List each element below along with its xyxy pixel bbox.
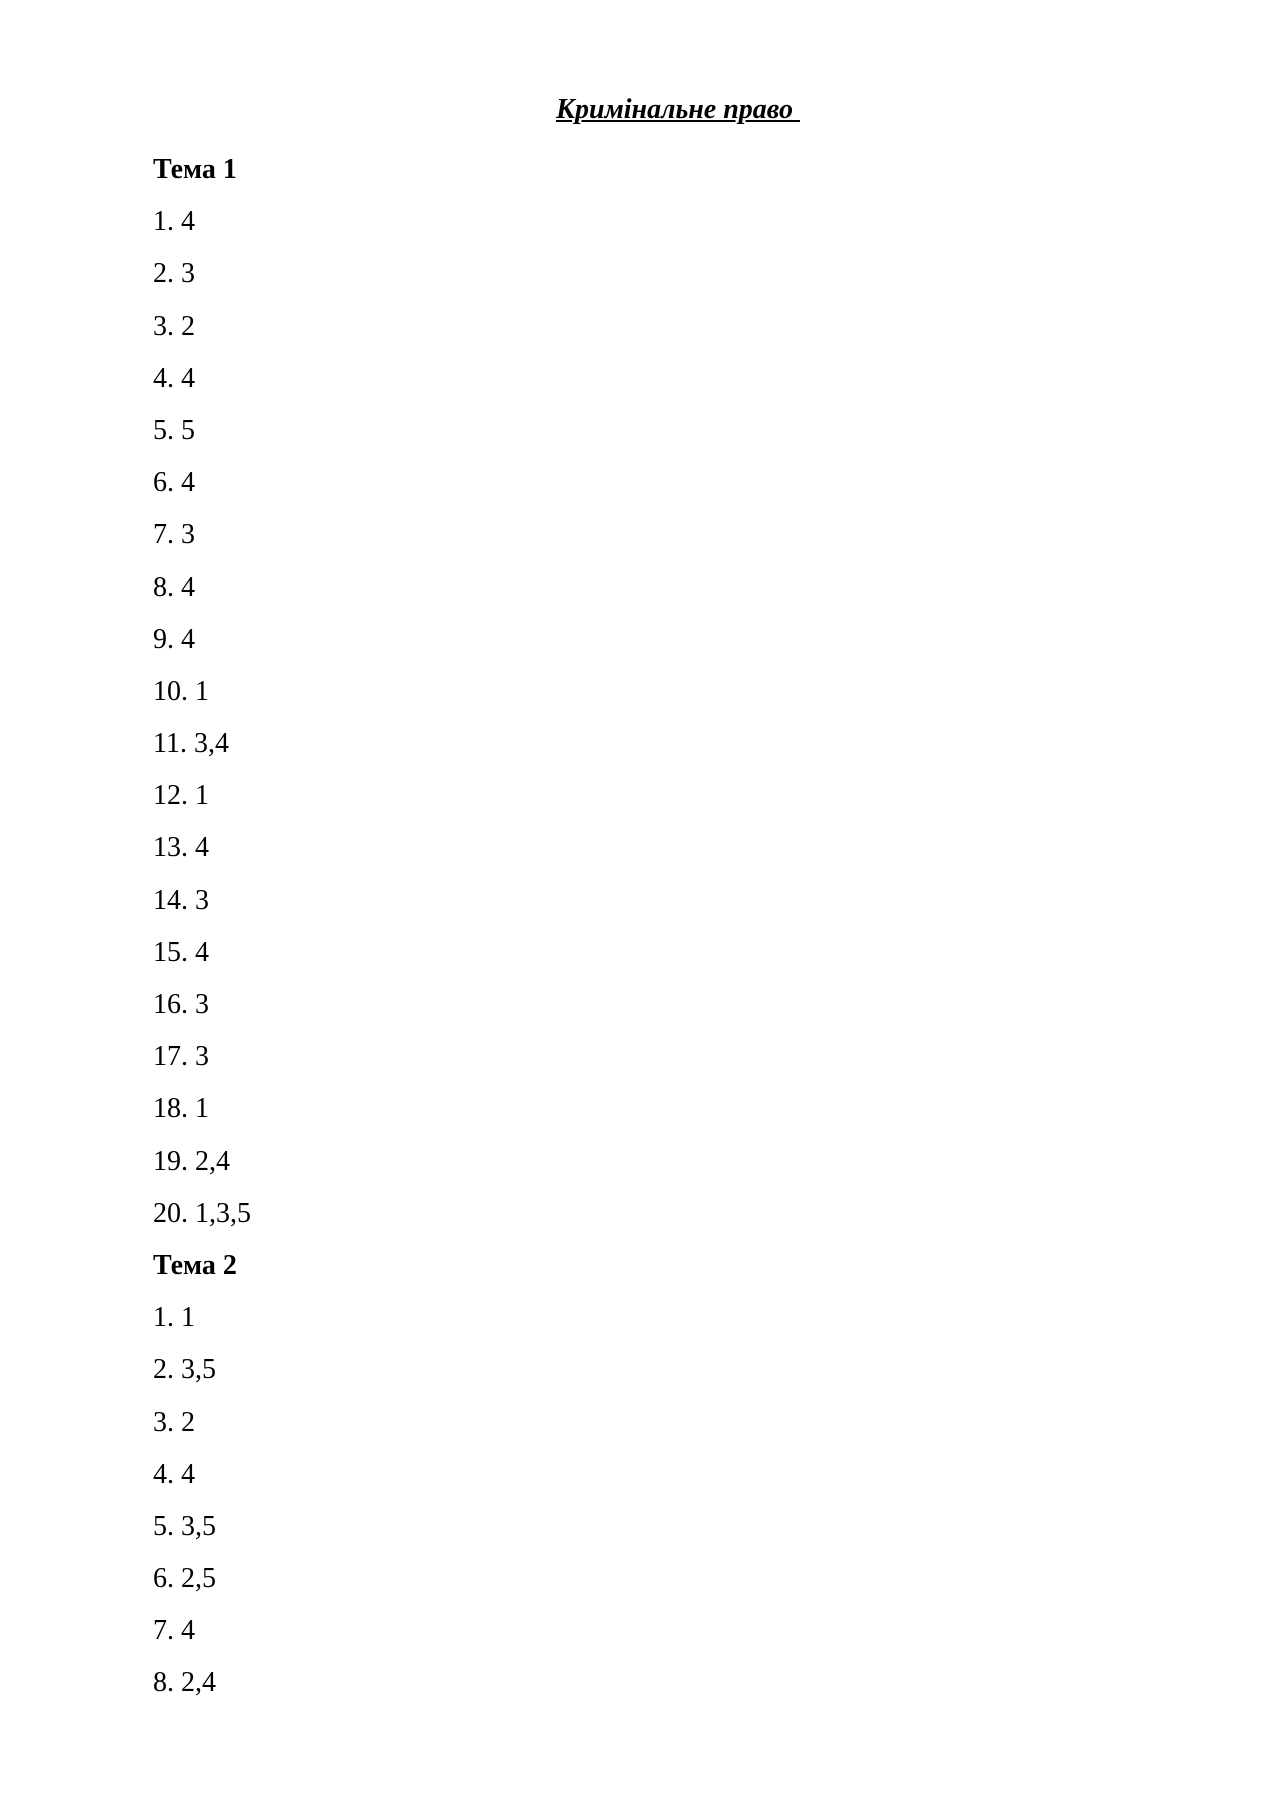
answer-item: 2. 3 <box>153 258 195 290</box>
answer-item: 8. 2,4 <box>153 1667 216 1699</box>
answer-item: 13. 4 <box>153 832 209 864</box>
answer-item: 1. 1 <box>153 1302 195 1334</box>
answer-item: 16. 3 <box>153 989 209 1020</box>
answer-item: 5. 5 <box>153 414 195 446</box>
answer-item: 6. 2,5 <box>153 1563 216 1595</box>
answer-item: 3. 2 <box>153 1406 195 1438</box>
answer-item: 17. 3 <box>153 1041 209 1073</box>
answer-item: 4. 4 <box>153 362 195 394</box>
section-heading: Тема 1 <box>153 154 237 185</box>
answer-item: 19. 2,4 <box>153 1145 230 1177</box>
answer-item: 14. 3 <box>153 884 209 916</box>
answer-item: 2. 3,5 <box>153 1354 216 1386</box>
document-title: Кримінальне право <box>556 94 800 125</box>
answer-item: 1. 4 <box>153 206 195 238</box>
answer-item: 11. 3,4 <box>153 728 229 760</box>
answer-item: 12. 1 <box>153 780 209 812</box>
answer-item: 18. 1 <box>153 1093 209 1125</box>
answer-item: 4. 4 <box>153 1458 195 1490</box>
answer-item: 8. 4 <box>153 571 195 603</box>
document-body <box>153 144 1053 1710</box>
answer-item: 10. 1 <box>153 675 209 707</box>
answer-item: 15. 4 <box>153 936 209 968</box>
answer-item: 9. 4 <box>153 623 195 655</box>
section-heading: Тема 2 <box>153 1249 237 1281</box>
answer-item: 6. 4 <box>153 467 195 499</box>
answer-item: 7. 3 <box>153 519 195 551</box>
answer-item: 20. 1,3,5 <box>153 1197 251 1229</box>
answer-item: 3. 2 <box>153 310 195 342</box>
answer-item: 7. 4 <box>153 1615 195 1647</box>
answer-item: 5. 3,5 <box>153 1510 216 1542</box>
